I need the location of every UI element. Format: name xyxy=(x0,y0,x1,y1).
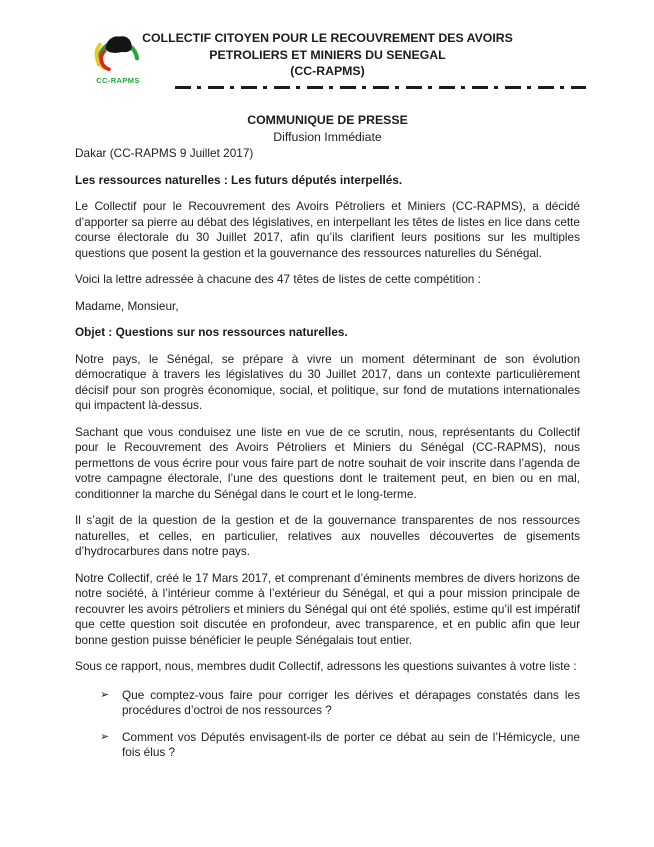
headline: Les ressources naturelles : Les futurs députés interpellés. xyxy=(75,172,403,187)
question-text-2: Comment vos Députés envisagent-ils de porter ce débat au sein de l’Hémicycle, une fois élus ? xyxy=(122,729,580,759)
press-subtitle: Diffusion Immédiate xyxy=(273,130,382,144)
letterhead xyxy=(75,0,580,85)
question-text-1: Que comptez-vous faire pour corriger les dérives et dérapages constatés dans les procédures d’octroi de nos ressources ? xyxy=(122,687,580,717)
press-title: COMMUNIQUE DE PRESSE xyxy=(247,113,408,127)
salutation: Madame, Monsieur, xyxy=(75,298,179,313)
cc-rapms-logo xyxy=(86,26,150,89)
org-line-3: (CC-RAPMS) xyxy=(290,64,365,78)
paragraph-2: Voici la lettre adressée à chacune des 47 têtes de listes de cette compétition : xyxy=(75,272,481,286)
question-list xyxy=(75,688,580,761)
org-line-2: PETROLIERS ET MINIERS DU SENEGAL xyxy=(209,47,446,62)
dash-dot-divider xyxy=(175,86,586,90)
arrowhead-bullet-icon: ➢ xyxy=(100,688,110,701)
paragraph-6: Notre Collectif, créé le 17 Mars 2017, et comprenant d’éminents membres de divers horizons de notre société, à l’intérieur comme à l’extérieur du Sénégal, et qui a pour mission principale de recouvrer les avoirs pétroliers et miniers du Sénégal qui ont été spoliés, estime qu’il est impératif que cette question soit discutée en profondeur, avec transparence, et en public afin que leur bonne gestion puisse bénéficier le peuple Sénégalais tout entier. xyxy=(75,570,580,647)
paragraph-7: Sous ce rapport, nous, membres dudit Collectif, adressons les questions suivantes à votre liste : xyxy=(75,659,577,673)
paragraph-5: Il s’agit de la question de la gestion et de la gouvernance transparentes de nos ressources naturelles, et celles, en particulier, relatives aux nouvelles découvertes de gisements d’hydrocarbures dans notre pays. xyxy=(75,513,580,558)
paragraph-4: Sachant que vous conduisez une liste en vue de ce scrutin, nous, représentants du Collectif pour le Recouvrement des Avoirs Pétroliers et Miniers du Sénégal (CC-RAPMS), nous permettons de vous écrire pour vous faire part de notre souhait de voir inscrite dans l’agenda de votre campagne électorale, l’une des questions dont le traitement peut, en bien ou en mal, conditionner la marche du Sénégal dans le court et le long-terme. xyxy=(75,424,580,501)
paragraph-1: Le Collectif pour le Recouvrement des Avoirs Pétroliers et Miniers (CC-RAPMS), a décidé d’apporter sa pierre au débat des législatives, en interpellant les têtes de listes en lice dans cette course électorale du 30 Juillet 2017, afin qu’ils clarifient leurs positions sur les multiples questions que posent la gestion et la gouvernance des ressources naturelles du Sénégal. xyxy=(75,199,580,260)
cc-rapms-logo-icon xyxy=(89,26,147,78)
logo-label: CC-RAPMS xyxy=(96,76,140,85)
question-item-1 xyxy=(75,688,580,719)
org-line-1: COLLECTIF CITOYEN POUR LE RECOUVREMENT DES AVOIRS xyxy=(142,31,513,45)
subject-line: Objet : Questions sur nos ressources naturelles. xyxy=(75,325,348,339)
organization-name xyxy=(75,30,580,80)
arrowhead-bullet-icon: ➢ xyxy=(100,730,110,743)
paragraph-3: Notre pays, le Sénégal, se prépare à vivre un moment déterminant de son évolution démocratique à travers les législatives du 30 Juillet 2017, dans un contexte particulièrement décisif pour son progrès économique, social, et politique, sur fond de mutations internationales qui impactent là-dessus. xyxy=(75,351,580,412)
dateline: Dakar (CC-RAPMS 9 Juillet 2017) xyxy=(75,146,254,160)
question-item-2 xyxy=(75,730,580,761)
